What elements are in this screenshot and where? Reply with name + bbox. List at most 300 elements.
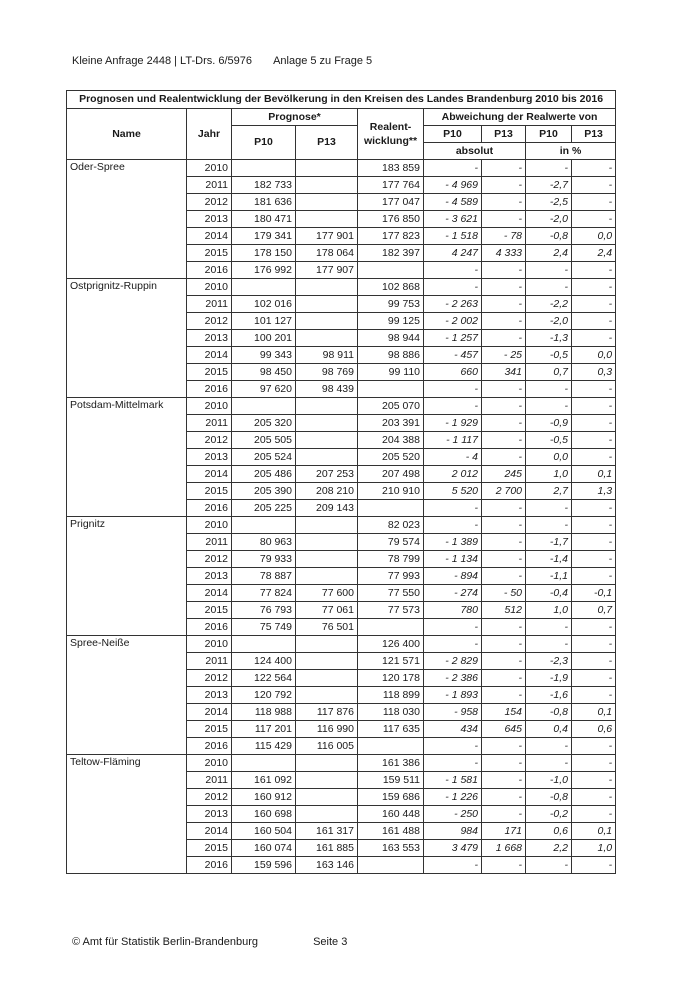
year-cell: 2015 [187, 364, 232, 381]
value-cell: -0,9 [526, 415, 572, 432]
value-cell: 177 764 [358, 177, 424, 194]
value-cell: - [572, 653, 616, 670]
value-cell: -2,0 [526, 313, 572, 330]
value-cell [358, 738, 424, 755]
value-cell: - [424, 398, 482, 415]
value-cell: 159 596 [232, 857, 296, 874]
value-cell: 126 400 [358, 636, 424, 653]
value-cell [358, 262, 424, 279]
district-name: Potsdam-Mittelmark [67, 398, 187, 517]
value-cell: -2,3 [526, 653, 572, 670]
value-cell: - [572, 381, 616, 398]
value-cell [358, 619, 424, 636]
year-cell: 2012 [187, 313, 232, 330]
header-pct-p10: P10 [526, 126, 572, 143]
value-cell: - 274 [424, 585, 482, 602]
document-footer [72, 936, 347, 948]
value-cell: 163 553 [358, 840, 424, 857]
year-cell: 2015 [187, 483, 232, 500]
value-cell: - [526, 619, 572, 636]
value-cell: - [526, 381, 572, 398]
value-cell [296, 534, 358, 551]
year-cell: 2011 [187, 653, 232, 670]
value-cell: - [572, 194, 616, 211]
value-cell: - [572, 398, 616, 415]
year-cell: 2013 [187, 211, 232, 228]
value-cell: - [572, 568, 616, 585]
value-cell [232, 755, 296, 772]
value-cell: 159 686 [358, 789, 424, 806]
year-cell: 2014 [187, 704, 232, 721]
value-cell: 1,0 [526, 466, 572, 483]
value-cell: 1,0 [526, 602, 572, 619]
value-cell: - [572, 211, 616, 228]
header-name: Name [67, 109, 187, 160]
header-abs-p13: P13 [482, 126, 526, 143]
value-cell: - 250 [424, 806, 482, 823]
year-cell: 2014 [187, 585, 232, 602]
year-cell: 2011 [187, 296, 232, 313]
value-cell: - 2 263 [424, 296, 482, 313]
value-cell: - 25 [482, 347, 526, 364]
value-cell: 161 092 [232, 772, 296, 789]
value-cell: 159 511 [358, 772, 424, 789]
value-cell: 124 400 [232, 653, 296, 670]
value-cell: 205 320 [232, 415, 296, 432]
value-cell: 99 110 [358, 364, 424, 381]
value-cell: 116 005 [296, 738, 358, 755]
year-cell: 2014 [187, 347, 232, 364]
header-prognose-p13: P13 [296, 126, 358, 160]
value-cell: 4 333 [482, 245, 526, 262]
value-cell: - [482, 262, 526, 279]
value-cell: 205 486 [232, 466, 296, 483]
value-cell: -1,4 [526, 551, 572, 568]
value-cell: 99 753 [358, 296, 424, 313]
value-cell [296, 398, 358, 415]
header-absolut: absolut [424, 143, 526, 160]
year-cell: 2015 [187, 721, 232, 738]
header-abweichung: Abweichung der Realwerte von [424, 109, 616, 126]
year-cell: 2015 [187, 840, 232, 857]
value-cell: 204 388 [358, 432, 424, 449]
year-cell: 2011 [187, 772, 232, 789]
value-cell: - [526, 262, 572, 279]
anfrage-reference: Kleine Anfrage 2448 | LT-Drs. 6/5976 [72, 55, 252, 67]
value-cell: 0,4 [526, 721, 572, 738]
value-cell: - [482, 330, 526, 347]
value-cell: - [572, 619, 616, 636]
header-abs-p10: P10 [424, 126, 482, 143]
value-cell: - [424, 381, 482, 398]
value-cell: 117 635 [358, 721, 424, 738]
value-cell: - 50 [482, 585, 526, 602]
value-cell: -0,2 [526, 806, 572, 823]
value-cell: -1,9 [526, 670, 572, 687]
value-cell: - [572, 687, 616, 704]
value-cell: 205 524 [232, 449, 296, 466]
district-name: Prignitz [67, 517, 187, 636]
value-cell: 210 910 [358, 483, 424, 500]
value-cell [296, 194, 358, 211]
value-cell: - [572, 500, 616, 517]
value-cell: - 2 386 [424, 670, 482, 687]
value-cell: -2,5 [526, 194, 572, 211]
value-cell: 101 127 [232, 313, 296, 330]
value-cell [296, 789, 358, 806]
value-cell [296, 551, 358, 568]
value-cell: 118 030 [358, 704, 424, 721]
value-cell: 121 571 [358, 653, 424, 670]
value-cell: 205 070 [358, 398, 424, 415]
year-cell: 2012 [187, 432, 232, 449]
value-cell: 177 823 [358, 228, 424, 245]
value-cell: 176 850 [358, 211, 424, 228]
year-cell: 2011 [187, 534, 232, 551]
value-cell: - [572, 432, 616, 449]
value-cell: -1,0 [526, 772, 572, 789]
value-cell: - [482, 296, 526, 313]
value-cell: 77 573 [358, 602, 424, 619]
value-cell: 97 620 [232, 381, 296, 398]
value-cell: - 2 829 [424, 653, 482, 670]
value-cell: -0,1 [572, 585, 616, 602]
value-cell: 645 [482, 721, 526, 738]
value-cell: - [572, 449, 616, 466]
value-cell: 0,1 [572, 466, 616, 483]
value-cell: - [572, 789, 616, 806]
value-cell: - [526, 755, 572, 772]
year-cell: 2014 [187, 823, 232, 840]
table-row [67, 160, 616, 177]
value-cell: - [482, 177, 526, 194]
value-cell: - 2 002 [424, 313, 482, 330]
value-cell: - [424, 636, 482, 653]
value-cell: -1,1 [526, 568, 572, 585]
value-cell [296, 449, 358, 466]
value-cell: 209 143 [296, 500, 358, 517]
value-cell: 4 247 [424, 245, 482, 262]
value-cell: 160 698 [232, 806, 296, 823]
year-cell: 2013 [187, 330, 232, 347]
value-cell: 176 992 [232, 262, 296, 279]
value-cell: - [424, 857, 482, 874]
value-cell: - [424, 500, 482, 517]
table-row [67, 398, 616, 415]
value-cell: - [482, 194, 526, 211]
value-cell: - [482, 279, 526, 296]
value-cell: - 78 [482, 228, 526, 245]
value-cell: - [482, 687, 526, 704]
year-cell: 2012 [187, 670, 232, 687]
table-row [67, 755, 616, 772]
value-cell: 245 [482, 466, 526, 483]
year-cell: 2013 [187, 806, 232, 823]
value-cell [296, 432, 358, 449]
value-cell: 780 [424, 602, 482, 619]
value-cell: - 4 969 [424, 177, 482, 194]
year-cell: 2013 [187, 568, 232, 585]
value-cell [232, 398, 296, 415]
value-cell [296, 279, 358, 296]
value-cell: 984 [424, 823, 482, 840]
value-cell: 78 799 [358, 551, 424, 568]
value-cell: 0,7 [526, 364, 572, 381]
value-cell [296, 772, 358, 789]
value-cell: 163 146 [296, 857, 358, 874]
header-pct-p13: P13 [572, 126, 616, 143]
value-cell: 183 859 [358, 160, 424, 177]
value-cell: - [526, 738, 572, 755]
value-cell: 0,6 [572, 721, 616, 738]
year-cell: 2016 [187, 857, 232, 874]
value-cell [232, 517, 296, 534]
value-cell [296, 806, 358, 823]
value-cell [296, 517, 358, 534]
value-cell: 160 504 [232, 823, 296, 840]
value-cell: 77 824 [232, 585, 296, 602]
value-cell: 181 636 [232, 194, 296, 211]
district-name: Oder-Spree [67, 160, 187, 279]
value-cell: 2 700 [482, 483, 526, 500]
year-cell: 2013 [187, 449, 232, 466]
value-cell: 2,7 [526, 483, 572, 500]
value-cell: - [526, 636, 572, 653]
value-cell: - [482, 568, 526, 585]
value-cell: 118 899 [358, 687, 424, 704]
value-cell: - 1 134 [424, 551, 482, 568]
value-cell [296, 296, 358, 313]
value-cell: 182 733 [232, 177, 296, 194]
value-cell: - [526, 160, 572, 177]
value-cell: - [482, 432, 526, 449]
year-cell: 2013 [187, 687, 232, 704]
value-cell: - [424, 279, 482, 296]
value-cell: 161 488 [358, 823, 424, 840]
value-cell: 120 792 [232, 687, 296, 704]
value-cell: - 1 257 [424, 330, 482, 347]
value-cell: - [572, 636, 616, 653]
value-cell: -0,8 [526, 704, 572, 721]
value-cell: 1,3 [572, 483, 616, 500]
value-cell: - [482, 415, 526, 432]
value-cell: - [526, 857, 572, 874]
value-cell: - [482, 500, 526, 517]
value-cell: 118 988 [232, 704, 296, 721]
value-cell: 98 769 [296, 364, 358, 381]
value-cell [296, 160, 358, 177]
value-cell: - [572, 551, 616, 568]
value-cell: 80 963 [232, 534, 296, 551]
value-cell: -0,4 [526, 585, 572, 602]
value-cell [296, 653, 358, 670]
value-cell: 182 397 [358, 245, 424, 262]
value-cell: - 4 [424, 449, 482, 466]
value-cell: - 1 389 [424, 534, 482, 551]
value-cell: 78 887 [232, 568, 296, 585]
value-cell: 77 600 [296, 585, 358, 602]
value-cell: 160 912 [232, 789, 296, 806]
header-in-percent: in % [526, 143, 616, 160]
value-cell: 79 933 [232, 551, 296, 568]
header-prognose-p10: P10 [232, 126, 296, 160]
value-cell: - [572, 262, 616, 279]
value-cell: 180 471 [232, 211, 296, 228]
value-cell: 120 178 [358, 670, 424, 687]
value-cell: - 894 [424, 568, 482, 585]
value-cell: 102 016 [232, 296, 296, 313]
value-cell: 117 201 [232, 721, 296, 738]
value-cell: 99 343 [232, 347, 296, 364]
year-cell: 2016 [187, 619, 232, 636]
value-cell: - [424, 160, 482, 177]
year-cell: 2012 [187, 551, 232, 568]
value-cell: - [482, 211, 526, 228]
value-cell: - [482, 653, 526, 670]
value-cell: - [482, 534, 526, 551]
year-cell: 2015 [187, 245, 232, 262]
value-cell: -2,0 [526, 211, 572, 228]
value-cell: - [572, 517, 616, 534]
value-cell: - [482, 806, 526, 823]
page-number: Seite 3 [313, 936, 348, 948]
value-cell: - [572, 670, 616, 687]
value-cell: -1,7 [526, 534, 572, 551]
value-cell: - [482, 789, 526, 806]
value-cell [296, 211, 358, 228]
value-cell: 1 668 [482, 840, 526, 857]
population-table [66, 90, 616, 874]
value-cell [358, 381, 424, 398]
table-row [67, 517, 616, 534]
value-cell: 154 [482, 704, 526, 721]
year-cell: 2010 [187, 755, 232, 772]
value-cell: 79 574 [358, 534, 424, 551]
value-cell: - 457 [424, 347, 482, 364]
value-cell: 0,0 [572, 347, 616, 364]
value-cell: - [482, 381, 526, 398]
value-cell: - 1 893 [424, 687, 482, 704]
year-cell: 2016 [187, 381, 232, 398]
value-cell: 0,7 [572, 602, 616, 619]
value-cell [296, 636, 358, 653]
year-cell: 2010 [187, 517, 232, 534]
value-cell: 116 990 [296, 721, 358, 738]
value-cell: 122 564 [232, 670, 296, 687]
anlage-reference: Anlage 5 zu Frage 5 [273, 55, 373, 67]
table-row [67, 279, 616, 296]
value-cell: 102 868 [358, 279, 424, 296]
value-cell: - 1 518 [424, 228, 482, 245]
header-realentwicklung: Realent-wicklung** [358, 109, 424, 160]
value-cell: 76 793 [232, 602, 296, 619]
value-cell [232, 160, 296, 177]
value-cell: -1,3 [526, 330, 572, 347]
year-cell: 2010 [187, 636, 232, 653]
year-cell: 2015 [187, 602, 232, 619]
value-cell: 160 074 [232, 840, 296, 857]
value-cell [296, 313, 358, 330]
district-name: Spree-Neiße [67, 636, 187, 755]
value-cell: - [526, 398, 572, 415]
value-cell: 2,4 [526, 245, 572, 262]
value-cell: -1,6 [526, 687, 572, 704]
value-cell: 161 317 [296, 823, 358, 840]
year-cell: 2012 [187, 789, 232, 806]
value-cell: 76 501 [296, 619, 358, 636]
value-cell: 512 [482, 602, 526, 619]
value-cell: - [482, 738, 526, 755]
value-cell: 2 012 [424, 466, 482, 483]
value-cell [232, 636, 296, 653]
value-cell: - 1 117 [424, 432, 482, 449]
value-cell: - 1 581 [424, 772, 482, 789]
value-cell: - [482, 755, 526, 772]
year-cell: 2012 [187, 194, 232, 211]
value-cell: - [572, 330, 616, 347]
value-cell: 77 993 [358, 568, 424, 585]
value-cell: 115 429 [232, 738, 296, 755]
value-cell: 117 876 [296, 704, 358, 721]
value-cell [296, 330, 358, 347]
value-cell [358, 500, 424, 517]
copyright-text: © Amt für Statistik Berlin-Brandenburg [72, 936, 259, 948]
value-cell: 161 386 [358, 755, 424, 772]
value-cell: 82 023 [358, 517, 424, 534]
value-cell: 0,1 [572, 704, 616, 721]
value-cell: 179 341 [232, 228, 296, 245]
value-cell: 77 550 [358, 585, 424, 602]
value-cell: - [572, 160, 616, 177]
value-cell: 205 505 [232, 432, 296, 449]
value-cell: - [424, 738, 482, 755]
value-cell: -0,8 [526, 228, 572, 245]
year-cell: 2011 [187, 177, 232, 194]
value-cell: 98 944 [358, 330, 424, 347]
value-cell: - [482, 449, 526, 466]
value-cell: 0,0 [572, 228, 616, 245]
value-cell: 98 439 [296, 381, 358, 398]
value-cell: - [572, 279, 616, 296]
value-cell: 0,1 [572, 823, 616, 840]
value-cell: -0,8 [526, 789, 572, 806]
value-cell: - [572, 415, 616, 432]
value-cell: 203 391 [358, 415, 424, 432]
value-cell: - [526, 500, 572, 517]
value-cell: - [482, 313, 526, 330]
document-header [72, 55, 376, 67]
value-cell: 5 520 [424, 483, 482, 500]
value-cell: 434 [424, 721, 482, 738]
value-cell: 207 253 [296, 466, 358, 483]
value-cell: - [424, 517, 482, 534]
value-cell: - [572, 738, 616, 755]
value-cell: - [424, 262, 482, 279]
value-cell [232, 279, 296, 296]
value-cell: - [482, 636, 526, 653]
value-cell: - 1 929 [424, 415, 482, 432]
value-cell: - [572, 857, 616, 874]
value-cell: 98 450 [232, 364, 296, 381]
value-cell: 178 064 [296, 245, 358, 262]
value-cell [358, 857, 424, 874]
table-row [67, 636, 616, 653]
value-cell: 205 520 [358, 449, 424, 466]
value-cell: - [482, 160, 526, 177]
value-cell: - [424, 755, 482, 772]
year-cell: 2010 [187, 279, 232, 296]
value-cell: - [482, 398, 526, 415]
